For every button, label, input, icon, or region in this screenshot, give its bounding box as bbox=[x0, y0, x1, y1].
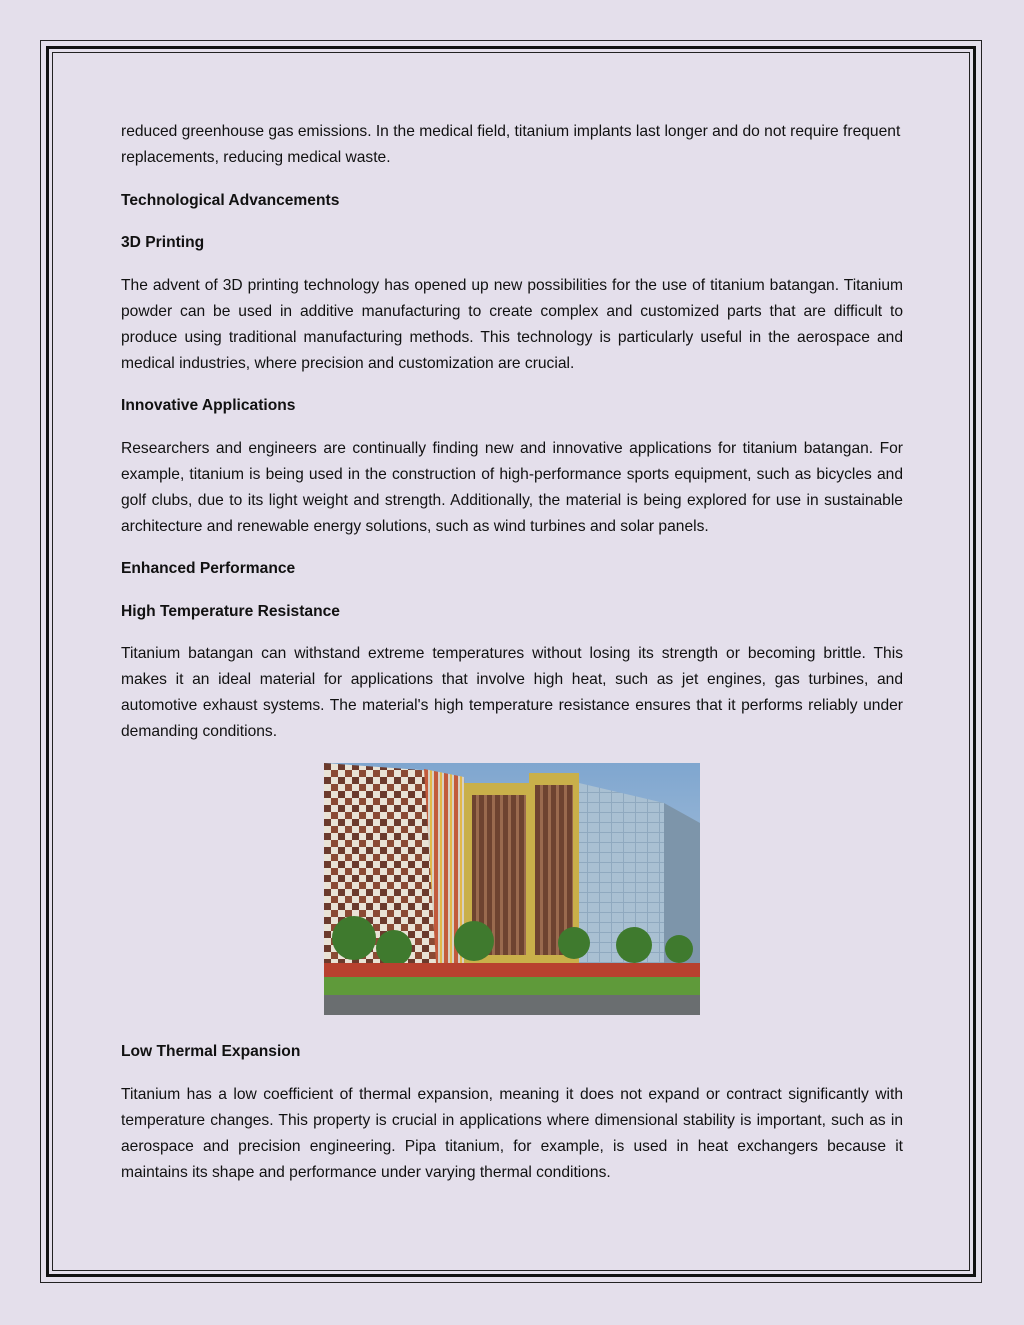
paragraph-innovative-applications: Researchers and engineers are continually finding new and innovative applications for titanium batangan. For example, titanium is being used in the construction of high-performance sports equipment, such as bicycles and golf clubs, due to its light weight and strength. Additionally, the material is being explored for use in sustainable architecture and renewable energy solutions, such as wind turbines and solar panels. bbox=[121, 439, 903, 535]
heading-low-thermal-expansion: Low Thermal Expansion bbox=[121, 1043, 301, 1060]
heading-technological-advancements: Technological Advancements bbox=[121, 191, 340, 209]
building-photo bbox=[324, 763, 700, 1015]
heading-enhanced-performance: Enhanced Performance bbox=[121, 560, 296, 577]
heading-innovative-applications: Innovative Applications bbox=[121, 397, 296, 414]
paragraph-low-thermal-expansion: Titanium has a low coefficient of thermal expansion, meaning it does not expand or contract significantly with temperature changes. This property is crucial in applications where dimensional stability is important, such as in aerospace and precision engineering. Pipa titanium, for example, is used in heat exchangers because it maintains its shape and performance under varying thermal conditions. bbox=[121, 1085, 903, 1181]
heading-3d-printing: 3D Printing bbox=[121, 234, 205, 251]
paragraph-high-temperature-resistance: Titanium batangan can withstand extreme temperatures without losing its strength or becoming brittle. This makes it an ideal material for applications that involve high heat, such as jet engines, gas turbines, and automotive exhaust systems. The material's high temperature resistance ensures that it performs reliably under demanding conditions. bbox=[121, 645, 903, 740]
heading-high-temperature-resistance: High Temperature Resistance bbox=[121, 602, 340, 620]
document-body bbox=[121, 119, 903, 1202]
paragraph-3d-printing: The advent of 3D printing technology has opened up new possibilities for the use of titanium batangan. Titanium powder can be used in additive manufacturing to create complex and customized parts that are difficult to produce using traditional manufacturing methods. This technology is particularly useful in the aerospace and medical industries, where precision and customization are crucial. bbox=[121, 276, 903, 372]
paragraph-intro: reduced greenhouse gas emissions. In the medical field, titanium implants last longer and do not require frequent replacements, reducing medical waste. bbox=[121, 123, 901, 166]
